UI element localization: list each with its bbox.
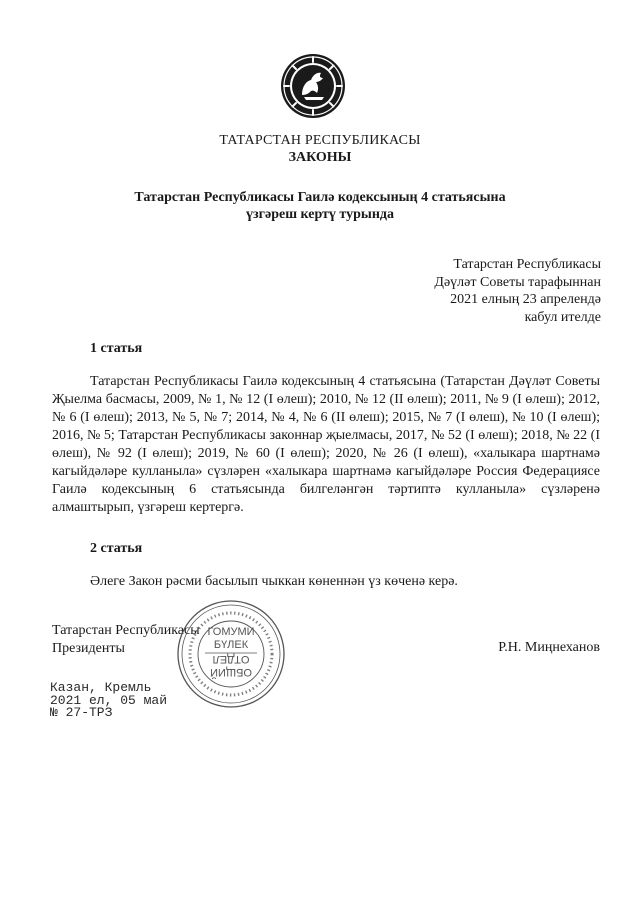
stamp-text-line-4: ОБЩИЙ: [210, 666, 252, 678]
law-number-line: № 27-ТРЗ: [50, 705, 113, 720]
adoption-line-3: 2021 елның 23 апрелендә: [450, 292, 601, 307]
signatory-name: Р.Н. Миңнеханов: [498, 640, 600, 655]
stamp-text-line-3: ОТДЕЛ: [212, 653, 250, 665]
adoption-line-1: Татарстан Республикасы: [453, 257, 601, 272]
adoption-line-2: Дәүләт Советы тарафыннан: [434, 274, 601, 290]
article-2-heading: 2 статья: [90, 541, 143, 556]
official-stamp: [175, 598, 287, 710]
tatarstan-coat-of-arms-icon: [280, 53, 346, 119]
republic-heading: ТАТАРСТАН РЕСПУБЛИКАСЫ: [219, 133, 421, 148]
article-1-heading: 1 статья: [90, 341, 143, 356]
stamp-text-line-2: БҮЛЕК: [213, 639, 249, 651]
adoption-note: [434, 256, 601, 326]
law-title-line-1: Татарстан Республикасы Гаилә кодексының 4 статьясына: [134, 190, 506, 205]
adoption-line-4: кабул ителде: [524, 309, 601, 325]
law-title-line-2: үзгәреш кертү турында: [246, 207, 394, 222]
law-heading: ЗАКОНЫ: [288, 150, 352, 165]
place-line: Казан, Кремль: [50, 680, 152, 695]
article-2-text: Әлеге Закон рәсми басылып чыккан көненнән үз көченә керә.: [90, 574, 458, 589]
signatory-title-line-2: Президенты: [52, 641, 125, 656]
date-line: 2021 ел, 05 май: [50, 692, 168, 708]
stamp-text-line-1: ГОМУМИ: [207, 626, 255, 638]
signatory-title-line-1: Татарстан Республикасы: [52, 623, 200, 638]
place-and-date: [50, 682, 167, 720]
article-1-text: Татарстан Республикасы Гаилә кодексының 4 статьясына (Татарстан Дәүләт Советы Җыелма басмасы, 2009, № 1, № 12 (I өлеш); 2010, № 12 (II өлеш); 2011, № 9 (I өлеш); 2012, № 6 (I өлеш); 2013, № 5, № 7; 2014, № 4, № 6 (II өлеш); 2015, № 7 (I өлеш), № 10 (I өлеш); 2016, № 5; Татарстан Республикасы законнар җыелмасы, 2017, № 52 (I өлеш); 2018, № 22 (I өлеш), № 92 (I өлеш); 2019, № 60 (I өлеш); 2020, № 26 (I өлеш), «халыкара шартнамә кагыйдәләре кулланыла» сүзләрен «халыкара шартнамә кагыйдәләре Россия Федерациясе Гаилә кодексының 6 статьясында билгеләнгән тәртиптә кулланыла» сүзләренә алмаштырып, үзгәреш кертергә.: [52, 374, 600, 515]
